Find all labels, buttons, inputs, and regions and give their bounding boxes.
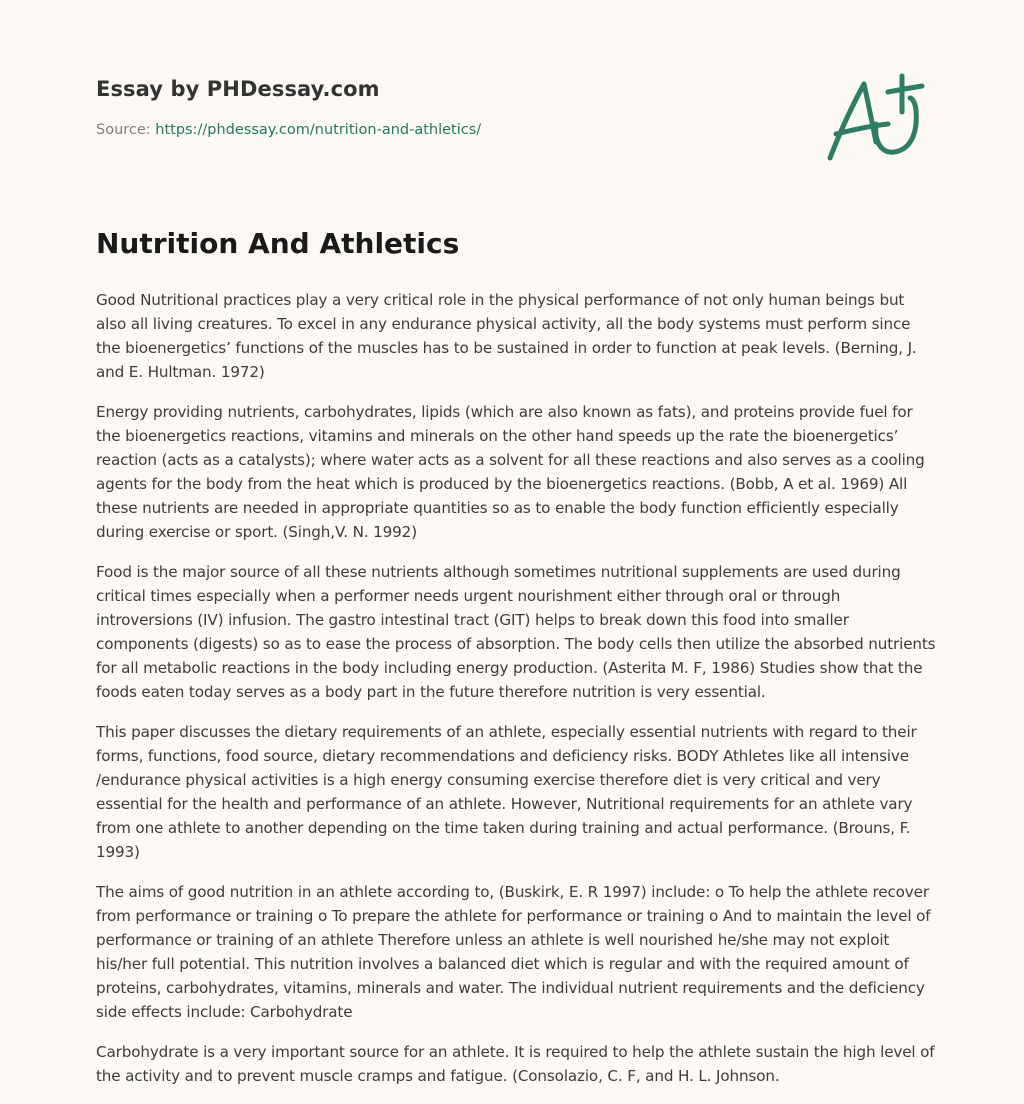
a-plus-grade-icon bbox=[818, 62, 938, 170]
essay-title: Nutrition And Athletics bbox=[96, 227, 460, 260]
essay-content bbox=[96, 224, 936, 1104]
source-line bbox=[96, 120, 796, 140]
page-header bbox=[96, 74, 796, 140]
site-title: Essay by PHDessay.com bbox=[96, 77, 380, 101]
essay-paragraph: This paper discusses the dietary requirements of an athlete, especially essential nutrients with regard to their forms, functions, food source, dietary recommendations and deficiency risks. BODY Athletes like all intensive /endurance physical activities is a high energy consuming exercise therefore diet is very critical and very essential for the health and performance of an athlete. However, Nutritional requirements for an athlete vary from one athlete to another depending on the time taken during training and actual performance. (Brouns, F. 1993) bbox=[96, 723, 917, 861]
essay-paragraph: The aims of good nutrition in an athlete according to, (Buskirk, E. R 1997) include: o To help the athlete recover from performance or training o To prepare the athlete for performance or training o And to maintain the level of performance or training of an athlete Therefore unless an athlete is well nourished he/she may not exploit his/her full potential. This nutrition involves a balanced diet which is regular and with the required amount of proteins, carbohydrates, vitamins, minerals and water. The individual nutrient requirements and the deficiency side effects include: Carbohydrate bbox=[96, 883, 931, 1021]
source-link[interactable]: https://phdessay.com/nutrition-and-athletics/ bbox=[155, 122, 482, 138]
essay-paragraph: Good Nutritional practices play a very critical role in the physical performance of not only human beings but also all living creatures. To excel in any endurance physical activity, all the body systems must perform since the bioenergetics’ functions of the muscles has to be sustained in order to function at peak levels. (Berning, J. and E. Hultman. 1972) bbox=[96, 291, 917, 381]
essay-paragraph: Carbohydrate is a very important source for an athlete. It is required to help the athlete sustain the high level of the activity and to prevent muscle cramps and fatigue. (Consolazio, C. F, and H. L. Johnson. bbox=[96, 1043, 935, 1085]
essay-paragraph: Energy providing nutrients, carbohydrates, lipids (which are also known as fats), and proteins provide fuel for the bioenergetics reactions, vitamins and minerals on the other hand speeds up the rate the bioenergetics’ reaction (acts as a catalysts); where water acts as a solvent for all these reactions and also serves as a cooling agents for the body from the heat which is produced by the bioenergetics reactions. (Bobb, A et al. 1969) All these nutrients are needed in appropriate quantities so as to enable the body function efficiently especially during exercise or sport. (Singh,V. N. 1992) bbox=[96, 403, 925, 541]
essay-paragraph: Food is the major source of all these nutrients although sometimes nutritional supplements are used during critical times especially when a performer needs urgent nourishment either through oral or through introversions (IV) infusion. The gastro intestinal tract (GIT) helps to break down this food into smaller components (digests) so as to ease the process of absorption. The body cells then utilize the absorbed nutrients for all metabolic reactions in the body including energy production. (Asterita M. F, 1986) Studies show that the foods eaten today serves as a body part in the future therefore nutrition is very essential. bbox=[96, 563, 936, 701]
source-label: Source: bbox=[96, 122, 156, 138]
